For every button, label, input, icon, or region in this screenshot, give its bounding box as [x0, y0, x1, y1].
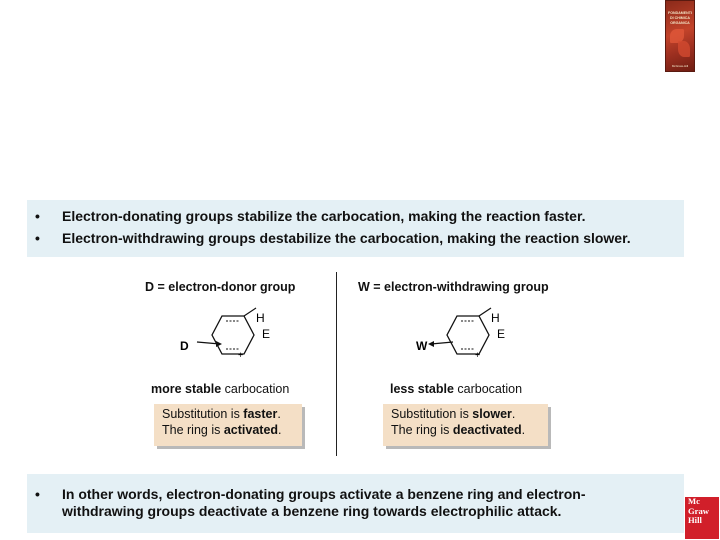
- ring-outline: [212, 316, 254, 354]
- bullet-text: Electron-donating groups stabilize the carbocation, making the reaction faster.: [62, 208, 586, 224]
- bullet-text: Electron-withdrawing groups destabilize the carbocation, making the reaction slower.: [62, 230, 631, 246]
- note-text: .: [521, 422, 526, 437]
- logo-line: Mc: [688, 496, 700, 506]
- cover-title-line-2: DI CHIMICA: [670, 16, 690, 20]
- note-text: .: [511, 407, 516, 421]
- note-line-1: [162, 407, 294, 423]
- bullet-text: In other words, electron-donating groups activate a benzene ring and electron-withdrawing groups deactivate a benzene ring towards electrophilic attack.: [62, 486, 586, 519]
- ring-outline: [447, 316, 489, 354]
- bottom-bullet-band: [27, 474, 684, 533]
- note-text: The ring is: [162, 422, 224, 437]
- mcgraw-hill-logo: [685, 497, 719, 539]
- left-note-box: [154, 404, 302, 446]
- note-text: .: [277, 407, 281, 421]
- caption-bold: more stable: [151, 382, 222, 396]
- note-line-2: [162, 423, 294, 439]
- right-note-box: [383, 404, 548, 446]
- withdrawal-arrowhead: [428, 341, 434, 347]
- plus-charge-label: +: [475, 350, 481, 360]
- withdrawing-carbocation-structure: [415, 306, 525, 366]
- caption-rest: carbocation: [221, 382, 290, 396]
- left-caption: [151, 382, 289, 396]
- bullet-dot: •: [35, 208, 40, 224]
- book-cover-image: [665, 0, 695, 72]
- note-line-1: [391, 407, 540, 423]
- note-text: Substitution is: [391, 407, 473, 421]
- cover-publisher: McGraw-Hill: [671, 64, 689, 68]
- bullet-dot: •: [35, 486, 40, 502]
- caption-rest: carbocation: [453, 382, 523, 396]
- cover-title-line-1: FONDAMENTI: [668, 11, 692, 15]
- plus-charge-label: +: [238, 350, 244, 360]
- note-text: .: [278, 422, 282, 437]
- e-atom-label: E: [262, 327, 271, 341]
- h-bond: [244, 308, 256, 316]
- cover-title-line-3: ORGANICA: [670, 21, 690, 25]
- donor-group-label: D: [180, 339, 189, 353]
- e-atom-label: E: [497, 327, 506, 341]
- note-bold: faster: [243, 407, 278, 421]
- caption-bold: less stable: [390, 382, 454, 396]
- cover-leaf-decoration: [678, 41, 690, 57]
- left-figure-title: D = electron-donor group: [145, 280, 296, 294]
- note-bold: deactivated: [452, 422, 522, 437]
- h-atom-label: H: [491, 311, 500, 325]
- h-atom-label: H: [256, 311, 265, 325]
- top-bullet-band: [27, 200, 684, 257]
- panel-divider: [336, 272, 337, 456]
- h-bond: [479, 308, 491, 316]
- note-line-2: [391, 423, 540, 439]
- bullet-dot: •: [35, 230, 40, 246]
- donation-arrowhead: [216, 341, 222, 347]
- note-bold: slower: [472, 407, 512, 421]
- logo-line: Graw: [688, 505, 710, 516]
- note-text: Substitution is: [162, 407, 244, 421]
- note-text: The ring is: [391, 422, 453, 437]
- note-bold: activated: [223, 422, 279, 437]
- donor-carbocation-structure: [180, 306, 290, 366]
- withdrawing-group-label: W: [416, 339, 428, 353]
- right-caption: [390, 382, 522, 396]
- withdrawal-arrow-line: [431, 342, 453, 344]
- logo-line: Hill: [688, 515, 702, 525]
- right-figure-title: W = electron-withdrawing group: [358, 280, 549, 294]
